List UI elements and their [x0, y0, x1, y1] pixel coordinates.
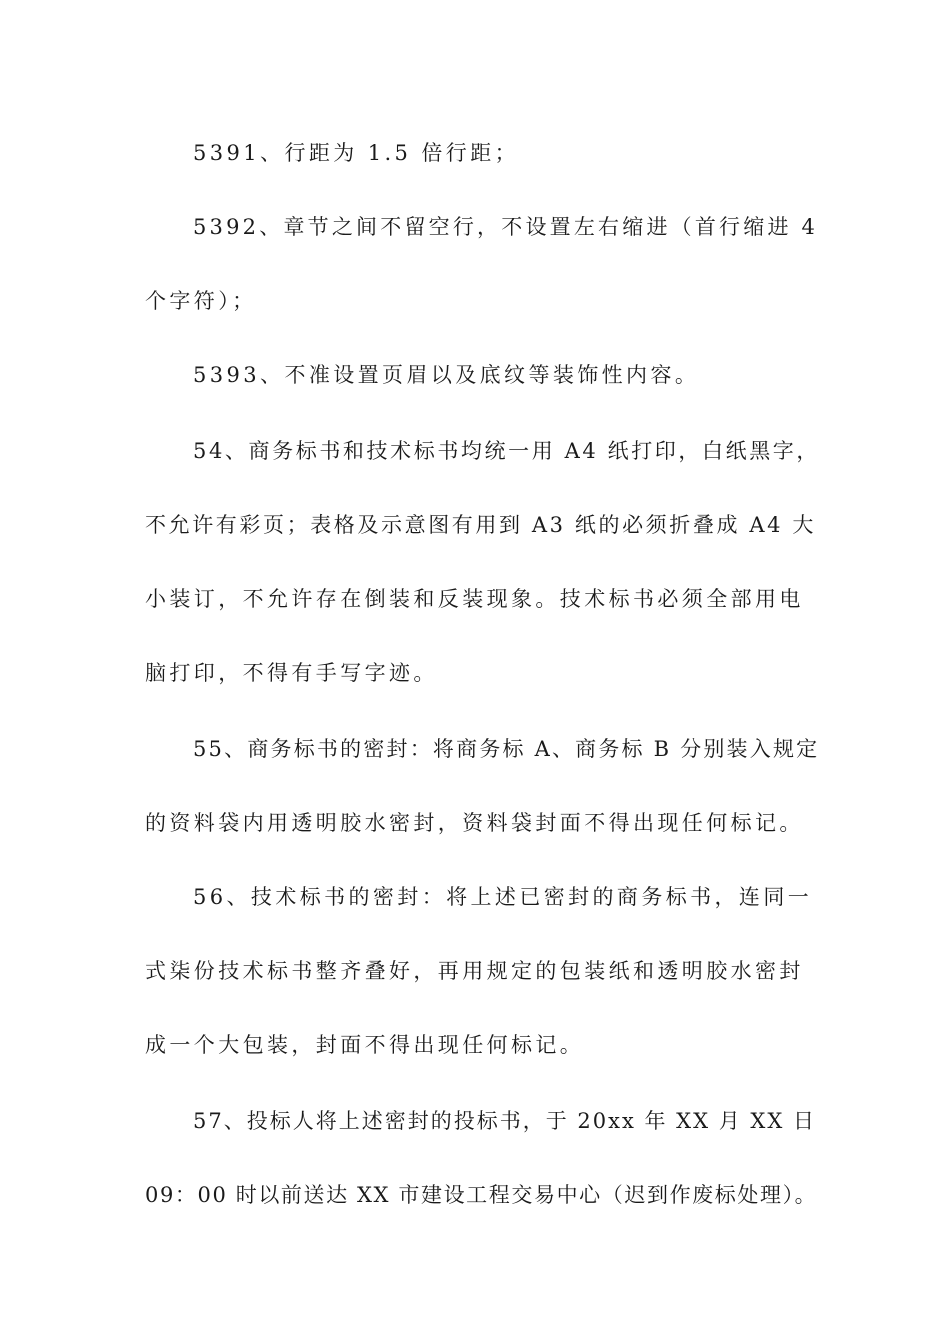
paragraph-54-line-1: 54、商务标书和技术标书均统一用 A4 纸打印，白纸黑字， [193, 439, 820, 463]
paragraph-56-line-1: 56、技术标书的密封：将上述已密封的商务标书，连同一 [193, 885, 813, 909]
paragraph-56-line-2: 式柒份技术标书整齐叠好，再用规定的包装纸和透明胶水密封 [145, 959, 804, 983]
paragraph-55-line-2: 的资料袋内用透明胶水密封，资料袋封面不得出现任何标记。 [145, 811, 804, 835]
paragraph-57-line-1: 57、投标人将上述密封的投标书，于 20xx 年 XX 月 XX 日 [193, 1109, 816, 1133]
paragraph-54-line-3: 小装订，不允许存在倒装和反装现象。技术标书必须全部用电 [145, 587, 804, 611]
paragraph-5393: 5393、不准设置页眉以及底纹等装饰性内容。 [193, 363, 700, 387]
paragraph-54-line-2: 不允许有彩页；表格及示意图有用到 A3 纸的必须折叠成 A4 大 [145, 513, 816, 537]
paragraph-56-line-3: 成一个大包装，封面不得出现任何标记。 [145, 1033, 585, 1057]
paragraph-5392-line-1: 5392、章节之间不留空行，不设置左右缩进（首行缩进 4 [193, 215, 819, 239]
paragraph-54-line-4: 脑打印，不得有手写字迹。 [145, 661, 438, 685]
paragraph-57-line-2: 09：00 时以前送达 XX 市建设工程交易中心（迟到作废标处理）。 [145, 1183, 818, 1207]
paragraph-5391: 5391、行距为 1.5 倍行距； [193, 141, 519, 165]
paragraph-5392-line-2: 个字符）； [145, 289, 257, 313]
paragraph-55-line-1: 55、商务标书的密封：将商务标 A、商务标 B 分别装入规定 [193, 737, 820, 761]
